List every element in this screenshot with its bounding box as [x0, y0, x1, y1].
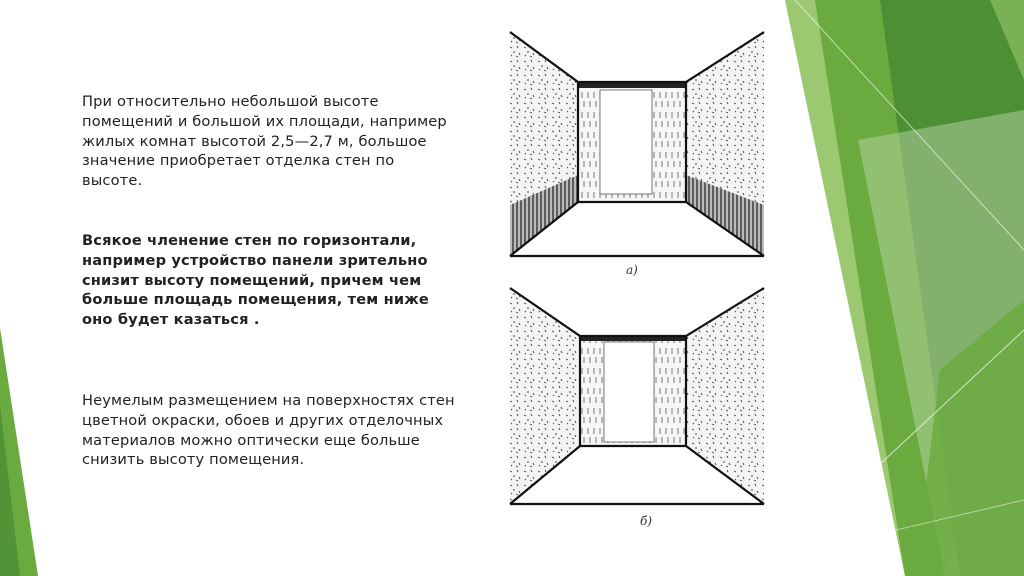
paragraph-emphasis: Всякое членение стен по горизонтали, например устройство панели зрительно снизит высоту помещений, причем чем больше площадь помещения, тем ниже оно будет казаться .: [82, 232, 429, 329]
paragraph-conclusion: Неумелым размещением на поверхностях стен цветной окраски, обоев и других отделочных материалов можно оптически еще больше снизить высоту помещения.: [82, 392, 455, 469]
figure-label-a: а): [626, 263, 638, 277]
room-illustration-b: [508, 286, 770, 508]
room-illustration-a: [508, 30, 770, 262]
paragraph-intro: При относительно небольшой высоте помещений и большой их площади, например жилых комнат высотой 2,5—2,7 м, большое значение приобретает отделка стен по высоте.: [82, 93, 447, 190]
figure-label-b: б): [640, 514, 653, 528]
